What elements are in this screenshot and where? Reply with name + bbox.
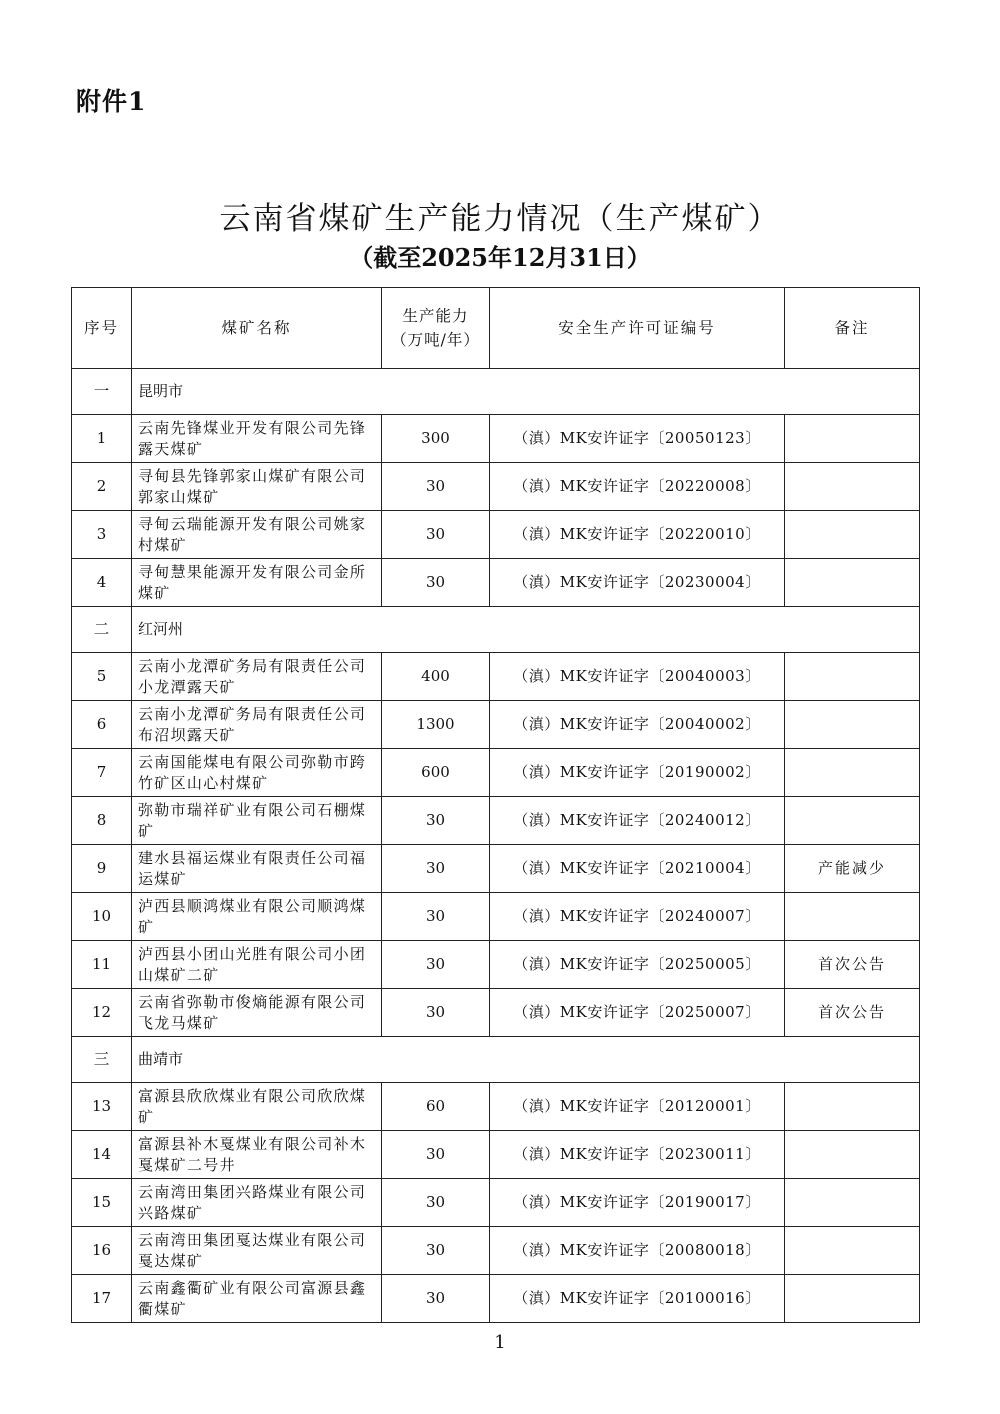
table-row — [72, 415, 920, 463]
mine-name: 富源县补木戛煤业有限公司补木戛煤矿二号井 — [132, 1131, 382, 1179]
document-subtitle: （截至2025年12月31日） — [349, 243, 651, 272]
mine-index: 5 — [72, 653, 132, 701]
table-row — [72, 941, 920, 989]
mine-name: 云南省弥勒市俊熵能源有限公司飞龙马煤矿 — [132, 989, 382, 1037]
mine-index: 11 — [72, 941, 132, 989]
section-name: 曲靖市 — [132, 1037, 920, 1083]
mine-index: 7 — [72, 749, 132, 797]
table-row — [72, 845, 920, 893]
mine-name: 云南鑫衢矿业有限公司富源县鑫衢煤矿 — [132, 1275, 382, 1323]
section-row — [72, 369, 920, 415]
section-index: 二 — [72, 607, 132, 653]
table-row — [72, 463, 920, 511]
mine-capacity: 30 — [382, 893, 490, 941]
mine-capacity: 30 — [382, 1227, 490, 1275]
mine-note — [785, 749, 920, 797]
attachment-label: 附件1 — [76, 87, 147, 116]
mine-note: 首次公告 — [785, 989, 920, 1037]
mine-license: （滇）MK安许证字〔20240012〕 — [490, 797, 785, 845]
mine-capacity: 30 — [382, 511, 490, 559]
mine-name: 云南湾田集团戛达煤业有限公司戛达煤矿 — [132, 1227, 382, 1275]
mine-note — [785, 1275, 920, 1323]
mine-name: 云南小龙潭矿务局有限责任公司布沼坝露天矿 — [132, 701, 382, 749]
table-row — [72, 989, 920, 1037]
mine-license: （滇）MK安许证字〔20190017〕 — [490, 1179, 785, 1227]
mine-note — [785, 653, 920, 701]
mine-license: （滇）MK安许证字〔20250005〕 — [490, 941, 785, 989]
mine-name: 泸西县顺鸿煤业有限公司顺鸿煤矿 — [132, 893, 382, 941]
mine-license: （滇）MK安许证字〔20040003〕 — [490, 653, 785, 701]
mine-license: （滇）MK安许证字〔20120001〕 — [490, 1083, 785, 1131]
mine-license: （滇）MK安许证字〔20210004〕 — [490, 845, 785, 893]
mine-name: 寻甸慧果能源开发有限公司金所煤矿 — [132, 559, 382, 607]
mine-capacity: 300 — [382, 415, 490, 463]
table-row — [72, 1227, 920, 1275]
mine-capacity: 60 — [382, 1083, 490, 1131]
mine-name: 云南国能煤电有限公司弥勒市跨竹矿区山心村煤矿 — [132, 749, 382, 797]
mine-capacity: 30 — [382, 845, 490, 893]
mine-index: 15 — [72, 1179, 132, 1227]
mine-index: 6 — [72, 701, 132, 749]
mine-note — [785, 893, 920, 941]
mine-license: （滇）MK安许证字〔20100016〕 — [490, 1275, 785, 1323]
mine-capacity: 30 — [382, 463, 490, 511]
mine-capacity: 30 — [382, 989, 490, 1037]
mine-index: 3 — [72, 511, 132, 559]
mine-name: 云南先锋煤业开发有限公司先锋露天煤矿 — [132, 415, 382, 463]
mine-capacity: 400 — [382, 653, 490, 701]
table-row — [72, 1179, 920, 1227]
mine-index: 14 — [72, 1131, 132, 1179]
mine-name: 建水县福运煤业有限责任公司福运煤矿 — [132, 845, 382, 893]
mine-name: 寻甸县先锋郭家山煤矿有限公司郭家山煤矿 — [132, 463, 382, 511]
table-row — [72, 701, 920, 749]
mine-name: 云南湾田集团兴路煤业有限公司兴路煤矿 — [132, 1179, 382, 1227]
header-capacity-line2: （万吨/年） — [391, 331, 480, 349]
table-row — [72, 653, 920, 701]
mine-index: 10 — [72, 893, 132, 941]
mine-license: （滇）MK安许证字〔20240007〕 — [490, 893, 785, 941]
table-row — [72, 511, 920, 559]
mine-index: 9 — [72, 845, 132, 893]
mine-name: 寻甸云瑞能源开发有限公司姚家村煤矿 — [132, 511, 382, 559]
mine-capacity: 1300 — [382, 701, 490, 749]
mine-name: 弥勒市瑞祥矿业有限公司石棚煤矿 — [132, 797, 382, 845]
mine-license: （滇）MK安许证字〔20220008〕 — [490, 463, 785, 511]
table-row — [72, 1083, 920, 1131]
table-row — [72, 797, 920, 845]
mine-capacity: 30 — [382, 1131, 490, 1179]
table-header-row — [72, 288, 920, 369]
document-title: 云南省煤矿生产能力情况（生产煤矿） — [219, 201, 781, 237]
mine-note — [785, 559, 920, 607]
mine-note — [785, 701, 920, 749]
mine-index: 2 — [72, 463, 132, 511]
mine-license: （滇）MK安许证字〔20220010〕 — [490, 511, 785, 559]
header-note: 备注 — [785, 288, 920, 369]
section-name: 昆明市 — [132, 369, 920, 415]
mine-index: 12 — [72, 989, 132, 1037]
mine-note — [785, 1131, 920, 1179]
mine-license: （滇）MK安许证字〔20190002〕 — [490, 749, 785, 797]
mine-capacity: 30 — [382, 941, 490, 989]
mine-index: 13 — [72, 1083, 132, 1131]
section-index: 三 — [72, 1037, 132, 1083]
mine-license: （滇）MK安许证字〔20080018〕 — [490, 1227, 785, 1275]
mine-note — [785, 1083, 920, 1131]
mine-capacity: 600 — [382, 749, 490, 797]
mine-index: 4 — [72, 559, 132, 607]
header-license: 安全生产许可证编号 — [490, 288, 785, 369]
table-row — [72, 893, 920, 941]
section-row — [72, 607, 920, 653]
mine-index: 8 — [72, 797, 132, 845]
table-row — [72, 1131, 920, 1179]
mine-note: 产能减少 — [785, 845, 920, 893]
mine-index: 1 — [72, 415, 132, 463]
header-capacity-line1: 生产能力 — [402, 307, 469, 325]
mine-note — [785, 1179, 920, 1227]
mine-license: （滇）MK安许证字〔20230011〕 — [490, 1131, 785, 1179]
mine-name: 泸西县小团山光胜有限公司小团山煤矿二矿 — [132, 941, 382, 989]
mine-license: （滇）MK安许证字〔20250007〕 — [490, 989, 785, 1037]
mine-note — [785, 463, 920, 511]
mine-note: 首次公告 — [785, 941, 920, 989]
section-row — [72, 1037, 920, 1083]
mine-capacity: 30 — [382, 797, 490, 845]
mine-license: （滇）MK安许证字〔20050123〕 — [490, 415, 785, 463]
mine-index: 17 — [72, 1275, 132, 1323]
mine-name: 云南小龙潭矿务局有限责任公司小龙潭露天矿 — [132, 653, 382, 701]
coal-mine-capacity-table — [71, 287, 920, 1323]
mine-license: （滇）MK安许证字〔20040002〕 — [490, 701, 785, 749]
mine-name: 富源县欣欣煤业有限公司欣欣煤矿 — [132, 1083, 382, 1131]
mine-capacity: 30 — [382, 1275, 490, 1323]
mine-capacity: 30 — [382, 1179, 490, 1227]
header-capacity — [382, 288, 490, 369]
table-row — [72, 559, 920, 607]
table-row — [72, 749, 920, 797]
mine-note — [785, 415, 920, 463]
mine-note — [785, 797, 920, 845]
section-index: 一 — [72, 369, 132, 415]
header-name: 煤矿名称 — [132, 288, 382, 369]
mine-capacity: 30 — [382, 559, 490, 607]
mine-license: （滇）MK安许证字〔20230004〕 — [490, 559, 785, 607]
header-index: 序号 — [72, 288, 132, 369]
page-number: 1 — [494, 1332, 506, 1353]
table-row — [72, 1275, 920, 1323]
section-name: 红河州 — [132, 607, 920, 653]
mine-index: 16 — [72, 1227, 132, 1275]
mine-note — [785, 511, 920, 559]
mine-note — [785, 1227, 920, 1275]
